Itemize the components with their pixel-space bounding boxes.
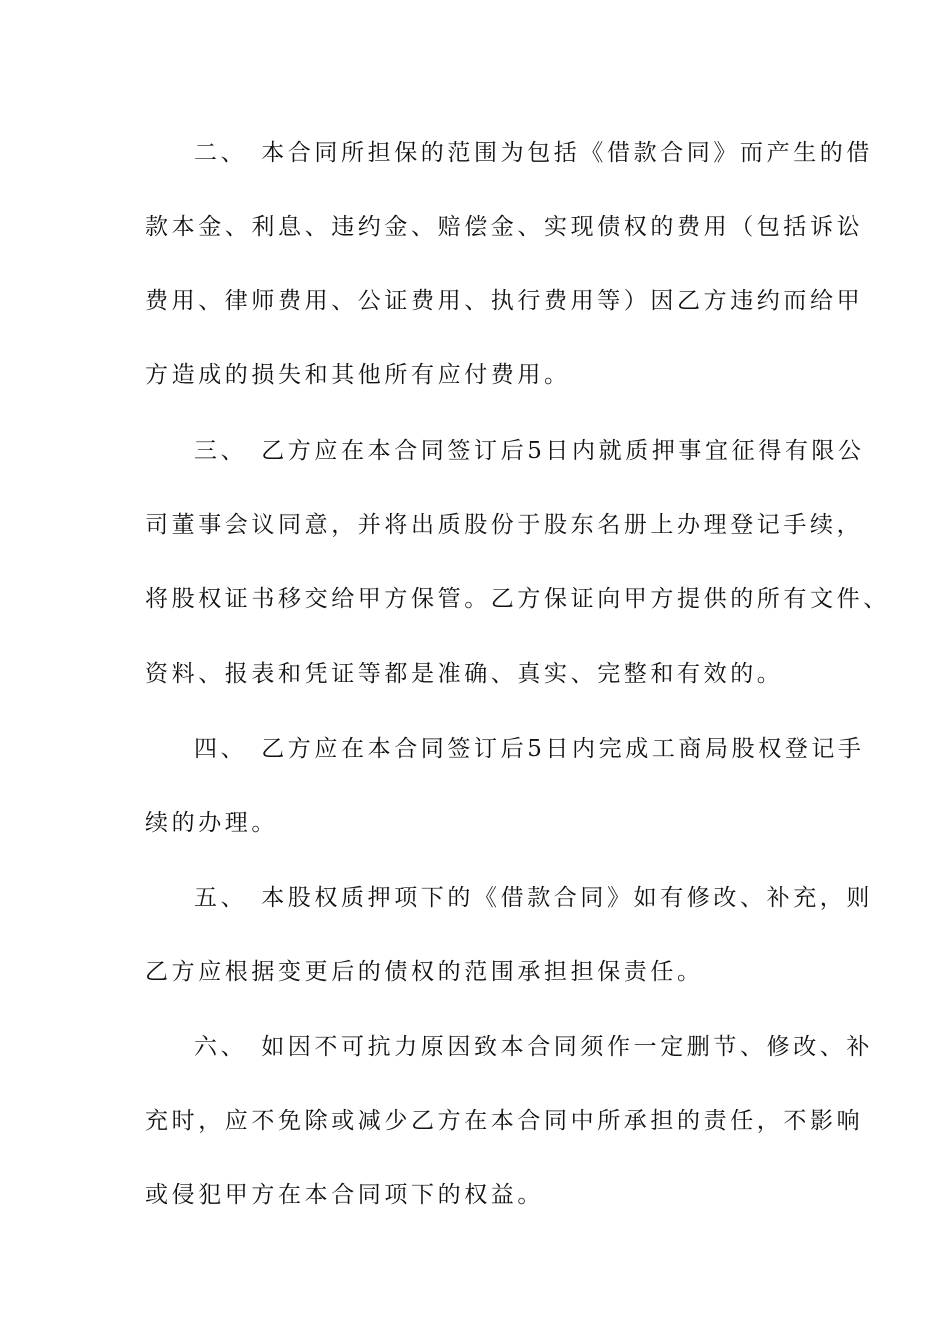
clause-2-number: 二、 (194, 140, 248, 166)
clause-6-line-2: 充时，应不免除或减少乙方在本合同中所承担的责任，不影响 (145, 1108, 864, 1134)
clause-5-text-1: 本股权质押项下的《借款合同》如有修改、补充，则 (261, 885, 874, 911)
clause-5-line-1 (194, 883, 873, 913)
clause-4-text-1: 乙方应在本合同签订后5日内完成工商局股权登记手 (261, 736, 865, 762)
clause-3-text-1: 乙方应在本合同签订后5日内就质押事宜征得有限公 (261, 438, 865, 464)
clause-6-text-1: 如因不可抗力原因致本合同须作一定删节、修改、补 (261, 1034, 874, 1060)
clause-2-line-4: 方造成的损失和其他所有应付费用。 (145, 362, 571, 388)
clause-6-line-1 (194, 1032, 873, 1062)
clause-2-line-3: 费用、律师费用、公证费用、执行费用等）因乙方违约而给甲 (145, 288, 864, 314)
clause-3-line-2: 司董事会议同意，并将出质股份于股东名册上办理登记手续， (145, 512, 864, 538)
clause-3-line-3: 将股权证书移交给甲方保管。乙方保证向甲方提供的所有文件、 (145, 586, 890, 612)
clause-3-line-4: 资料、报表和凭证等都是准确、真实、完整和有效的。 (145, 661, 784, 687)
clause-5-line-2: 乙方应根据变更后的债权的范围承担担保责任。 (145, 959, 704, 985)
clause-3-line-1 (194, 436, 865, 466)
clause-2-text-1: 本合同所担保的范围为包括《借款合同》而产生的借 (261, 140, 874, 166)
clause-4-number: 四、 (194, 736, 248, 762)
clause-6-number: 六、 (194, 1034, 248, 1060)
clause-5-number: 五、 (194, 885, 248, 911)
clause-4-line-2: 续的办理。 (145, 810, 278, 836)
clause-2-line-2: 款本金、利息、违约金、赔偿金、实现债权的费用（包括诉讼 (145, 214, 864, 240)
clause-4-line-1 (194, 734, 865, 764)
clause-2-line-1 (194, 138, 873, 168)
clause-6-line-3: 或侵犯甲方在本合同项下的权益。 (145, 1182, 544, 1208)
clause-3-number: 三、 (194, 438, 248, 464)
